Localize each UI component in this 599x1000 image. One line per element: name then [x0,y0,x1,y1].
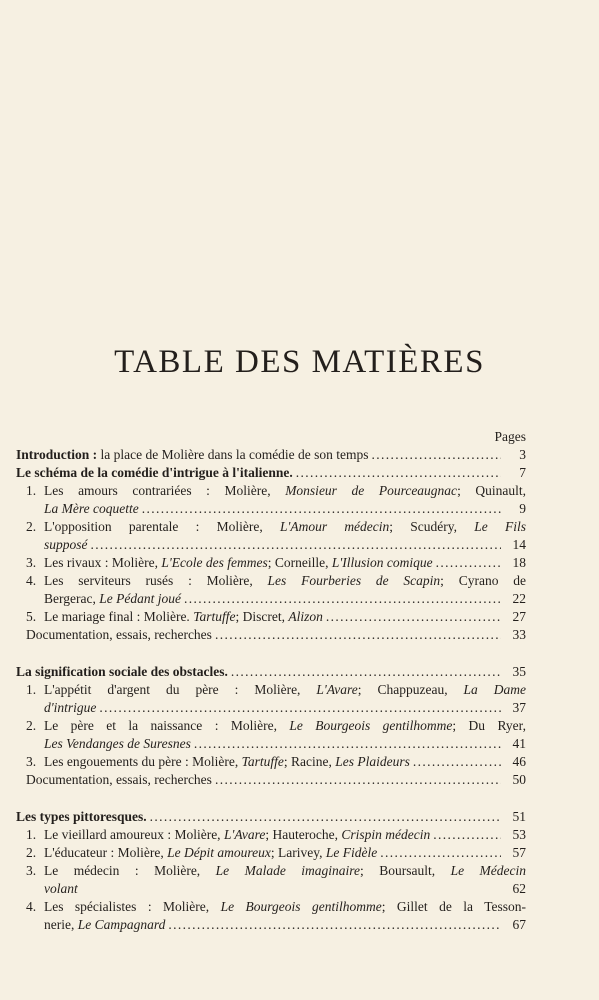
work-title: supposé [44,537,88,552]
toc-entry-introduction[interactable] [16,446,526,464]
toc-entry-1-5[interactable] [16,608,526,626]
work-title: Les Vendanges de Suresnes [44,736,191,751]
toc-entry-3-2[interactable] [16,844,526,862]
page-number: 50 [512,772,526,787]
entry-text: Documentation, essais, recherches [26,627,212,642]
entry-text: la place de Molière dans la comédie de son temps [97,447,369,462]
toc-entry-3-1[interactable] [16,826,526,844]
page-number: 33 [512,627,526,642]
toc-entry-2-documentation[interactable] [16,771,526,789]
toc-entry-1-1[interactable] [16,482,526,500]
work-title: Monsieur de Pourceaugnac [285,483,458,498]
toc-entry-3-3[interactable] [16,862,526,880]
toc-entry-1-3[interactable] [16,554,526,572]
entry-text: ; Hauteroche, [265,827,342,842]
dot-leader [168,916,501,934]
toc-entry-1-2-cont[interactable] [16,536,526,554]
page-number: 18 [512,555,526,570]
page-title: TABLE DES MATIÈRES [114,344,485,380]
dot-leader [433,826,501,844]
entry-text: ; Corneille, [267,555,332,570]
page-number: 57 [512,845,526,860]
work-title: L'Ecole des femmes [161,555,268,570]
entry-text: ; Scudéry, [389,519,475,534]
page-number: 62 [512,881,526,896]
page-number: 67 [512,917,526,932]
entry-text: Les spécialistes : Molière, [44,899,221,914]
dot-leader [215,626,501,644]
toc-entry-1-4[interactable] [16,572,526,590]
entry-text: Le médecin : Molière, [44,863,216,878]
entry-text: ; Quinault, [457,483,527,498]
entry-number: 1. [26,483,37,498]
dot-leader [372,446,501,464]
entry-text: ; Cyrano de [440,573,526,588]
work-title: Tartuffe [241,754,284,769]
page-number: 14 [512,537,526,552]
entry-bold-label: Introduction : [16,447,98,462]
dot-leader [413,753,501,771]
entry-number: 1. [26,682,37,697]
page-number: 53 [512,827,526,842]
work-title: Le Bourgeois gentilhomme [220,899,382,914]
toc-entry-1-2[interactable] [16,518,526,536]
entry-text: Les engouements du père : Molière, [44,754,242,769]
page-number: 9 [519,501,526,516]
entry-number: 3. [26,863,37,878]
entry-number: 3. [26,754,37,769]
entry-number: 2. [26,718,37,733]
page-number: 46 [512,754,526,769]
page-number: 35 [512,664,526,679]
entry-text: L'opposition parentale : Molière, [44,519,280,534]
work-title: Les Fourberies de Scapin [267,573,441,588]
toc-entry-2-2-cont[interactable] [16,735,526,753]
dot-leader [231,663,501,681]
page-number: 7 [519,465,526,480]
toc-entry-3-4[interactable] [16,898,526,916]
work-title: Le Bourgeois gentilhomme [289,718,453,733]
work-title: L'Avare [223,827,266,842]
section-title: Les types pittoresques. [16,809,147,824]
work-title: Tartuffe [193,609,236,624]
work-title: Le Médecin [450,863,526,878]
entry-number: 2. [26,845,37,860]
work-title: La Mère coquette [44,501,139,516]
table-of-contents [16,428,526,934]
entry-text: Bergerac, [44,591,100,606]
entry-text: Documentation, essais, recherches [26,772,212,787]
entry-text: Les serviteurs rusés : Molière, [44,573,268,588]
dot-leader [215,771,501,789]
entry-text: ; Du Ryer, [452,718,526,733]
page-number: 27 [512,609,526,624]
toc-section-1[interactable] [16,464,526,482]
entry-text: Le mariage final : Molière. [44,609,194,624]
toc-section-2[interactable] [16,663,526,681]
entry-text: ; Boursault, [360,863,451,878]
work-title: Alizon [288,609,323,624]
work-title: Le Dépit amoureux [167,845,271,860]
work-title: L'Avare [316,682,358,697]
page-number: 22 [512,591,526,606]
dot-leader [436,554,501,572]
dot-leader [326,608,501,626]
page-number: 37 [512,700,526,715]
dot-leader [194,735,501,753]
section-title: La signification sociale des obstacles. [16,664,228,679]
work-title: Le Malade imaginaire [215,863,361,878]
entry-number: 4. [26,573,37,588]
entry-number: 2. [26,519,37,534]
entry-text: Le père et la naissance : Molière, [44,718,290,733]
entry-text: ; Racine, [283,754,336,769]
dot-leader [380,844,501,862]
work-title: d'intrigue [44,700,97,715]
work-title: Crispin médecin [341,827,431,842]
section-title: Le schéma de la comédie d'intrigue à l'italienne. [16,465,293,480]
entry-number: 1. [26,827,37,842]
work-title: La Dame [463,682,526,697]
work-title: Le Fidèle [325,845,378,860]
work-title: L'Illusion comique [331,555,433,570]
dot-leader [142,500,501,518]
work-title: Le Fils [474,519,526,534]
toc-entry-3-3-cont[interactable] [16,880,526,898]
toc-entry-1-documentation[interactable] [16,626,526,644]
entry-text: Les rivaux : Molière, [44,555,162,570]
toc-entry-2-3[interactable] [16,753,526,771]
work-title: Les Plaideurs [335,754,410,769]
work-title: volant [44,881,78,896]
page-number: 41 [512,736,526,751]
toc-entry-1-4-cont[interactable] [16,590,526,608]
entry-text: ; Larivey, [270,845,326,860]
page-number: 3 [519,447,526,462]
entry-text: ; Discret, [235,609,289,624]
entry-number: 5. [26,609,37,624]
dot-leader [99,699,501,717]
toc-section-3[interactable] [16,808,526,826]
work-title: Le Pédant joué [99,591,181,606]
toc-entry-2-1[interactable] [16,681,526,699]
dot-leader [150,808,501,826]
entry-text: nerie, [44,917,78,932]
entry-text: L'appétit d'argent du père : Molière, [44,682,317,697]
dot-leader [91,536,502,554]
toc-entry-2-2[interactable] [16,717,526,735]
entry-text: Le vieillard amoureux : Molière, [44,827,224,842]
dot-leader [184,590,501,608]
entry-text: ; Chappuzeau, [357,682,464,697]
page-number: 51 [512,809,526,824]
entry-number: 4. [26,899,37,914]
entry-text: Les amours contrariées : Molière, [44,483,286,498]
toc-entry-2-1-cont[interactable] [16,699,526,717]
toc-entry-3-4-cont[interactable] [16,916,526,934]
toc-entry-1-1-cont[interactable] [16,500,526,518]
entry-text: L'éducateur : Molière, [44,845,168,860]
entry-number: 3. [26,555,37,570]
work-title: Le Campagnard [77,917,166,932]
entry-text: ; Gillet de la Tesson- [381,899,526,914]
pages-column-label: Pages [494,429,526,444]
dot-leader [296,464,501,482]
work-title: L'Amour médecin [279,519,390,534]
